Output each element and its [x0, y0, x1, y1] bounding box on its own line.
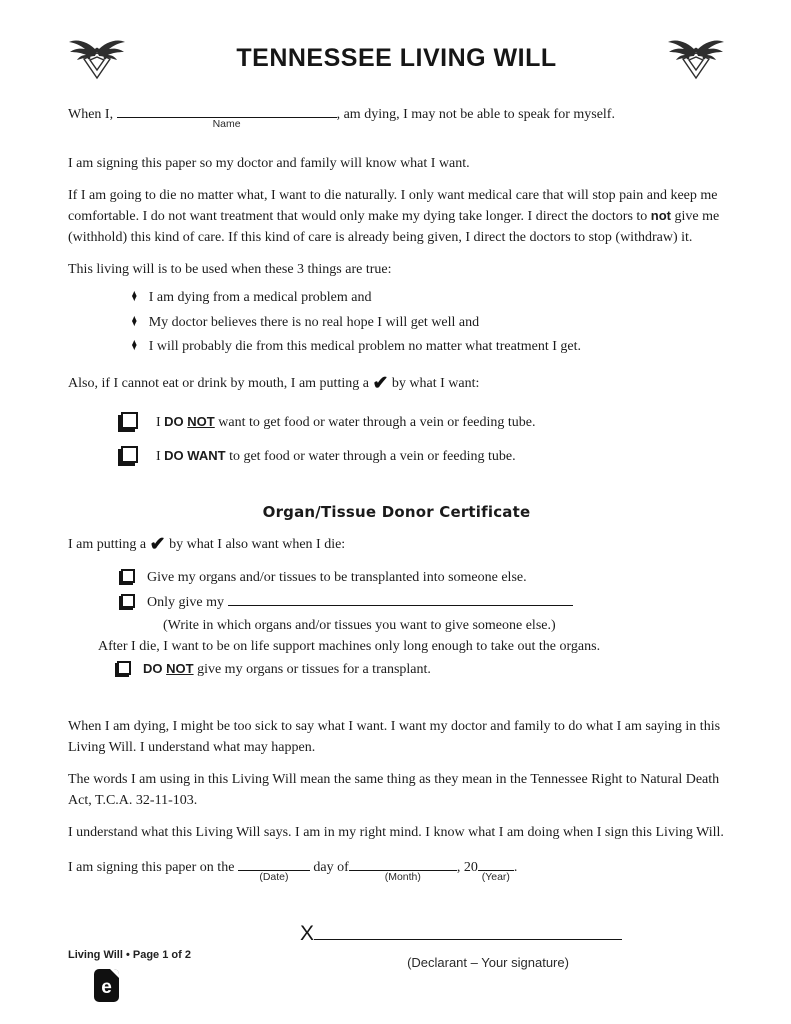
condition-item	[130, 309, 725, 334]
date-blank-label: (Date)	[259, 871, 289, 884]
eforms-logo	[94, 969, 119, 1002]
date-blank-line[interactable]	[238, 857, 310, 871]
feeding-option-text: I DO WANT to get food or water through a vein or feeding tube.	[156, 447, 516, 464]
organs-write-in-blank-line[interactable]	[228, 592, 573, 606]
month-blank-line[interactable]	[349, 857, 457, 871]
signing-text-b: day of	[313, 860, 349, 876]
donor-option-text: Only give my	[147, 592, 573, 613]
month-blank-wrap	[349, 857, 457, 884]
condition-item	[130, 284, 725, 309]
closing-paragraph-2: The words I am using in this Living Will mean the same thing as they mean in the Tennessee Right to Natural Death Act, T.C.A. 32-11-103.	[68, 772, 720, 809]
name-blank-wrap	[117, 104, 337, 130]
donor-life-support-note: After I die, I want to be on life support machines only long enough to take out the organs.	[98, 639, 601, 655]
signature-block	[300, 918, 725, 972]
condition-text: I am dying from a medical problem and	[148, 290, 372, 305]
declarant-signature-line[interactable]	[314, 923, 622, 940]
donor-option-give-all	[118, 567, 725, 588]
donor-option-text: DO NOT give my organs or tissues for a transplant.	[143, 661, 431, 678]
signing-text-a: I am signing this paper on the	[68, 860, 235, 876]
feeding-option-text: I DO NOT want to get food or water through a vein or feeding tube.	[156, 413, 536, 430]
declarant-signature-label: (Declarant – Your signature)	[407, 954, 569, 970]
diamond-bullet-icon: ♦	[131, 310, 138, 330]
name-blank-line[interactable]	[117, 104, 337, 118]
checkbox-icon[interactable]	[121, 569, 135, 583]
feeding-option-do-want	[118, 446, 725, 467]
die-naturally-text-b: give me (withhold) this kind of care. If this kind of care is already being given, I direct the doctors to stop (withdraw) it.	[68, 209, 720, 245]
feeding-check-intro	[68, 372, 725, 394]
checkbox-icon[interactable]	[121, 594, 135, 608]
signing-date-line	[68, 857, 725, 884]
die-naturally-text-a: If I am going to die no matter what, I want to die naturally. I only want medical care that will stop pain and keep me comfortable. I do not want treatment that would only make my dying take longer. I direct the doctors to	[68, 188, 718, 224]
donor-write-in-note: (Write in which organs and/or tissues you want to give someone else.)	[163, 618, 556, 634]
diamond-bullet-icon: ♦	[131, 335, 138, 355]
condition-text: My doctor believes there is no real hope I will get well and	[148, 314, 480, 330]
checkmark-icon: ✔	[149, 534, 166, 556]
signing-text-c: , 20	[456, 860, 478, 876]
intro-line	[68, 104, 725, 130]
donor-intro-text-a: I am putting a	[68, 537, 150, 553]
conditions-list	[130, 284, 725, 358]
checkbox-icon[interactable]	[121, 412, 138, 429]
signature-x-mark: X	[300, 922, 315, 946]
closing-paragraph-3: I understand what this Living Will says. I am in my right mind. I know what I am doing when I sign this Living Will.	[68, 825, 724, 841]
donor-intro-text-b: by what I also want when I die:	[165, 537, 346, 553]
diamond-bullet-icon: ♦	[131, 286, 138, 305]
date-blank-wrap	[238, 857, 310, 884]
check-intro-text-a: Also, if I cannot eat or drink by mouth, I am putting a	[68, 375, 373, 391]
page-title: TENNESSEE LIVING WILL	[236, 44, 557, 73]
checkbox-icon[interactable]	[121, 446, 138, 463]
eforms-logo-letter: e	[101, 976, 112, 998]
footer-page-indicator: Living Will • Page 1 of 2	[68, 948, 191, 961]
donor-option-do-not	[114, 659, 725, 680]
floral-v-ornament-icon	[667, 38, 725, 80]
name-blank-label: Name	[212, 118, 241, 130]
paragraph-three-things: This living will is to be used when these 3 things are true:	[68, 262, 392, 277]
intro-post-text: , am dying, I may not be able to speak for myself.	[336, 107, 615, 122]
year-blank-wrap	[478, 857, 514, 884]
donor-intro-line	[68, 533, 725, 555]
document-header	[68, 38, 725, 80]
condition-text: I will probably die from this medical problem no matter what treatment I get.	[148, 339, 582, 355]
check-intro-text-b: by what I want:	[388, 375, 480, 391]
donor-certificate-heading: Organ/Tissue Donor Certificate	[262, 502, 531, 521]
month-blank-label: (Month)	[384, 871, 421, 884]
die-naturally-bold-not: not	[650, 208, 672, 223]
intro-pre-text: When I,	[68, 107, 114, 122]
paragraph-signing: I am signing this paper so my doctor and family will know what I want.	[68, 156, 470, 171]
signing-text-period: .	[513, 860, 518, 876]
donor-option-only-give	[118, 592, 725, 613]
page-footer	[68, 947, 191, 1003]
year-blank-line[interactable]	[478, 857, 514, 871]
paragraph-die-naturally	[68, 185, 725, 248]
donor-option-text: Give my organs and/or tissues to be transplanted into someone else.	[147, 570, 527, 586]
feeding-option-do-not	[118, 412, 725, 433]
checkmark-icon: ✔	[372, 372, 389, 394]
checkbox-icon[interactable]	[117, 661, 131, 675]
year-blank-label: (Year)	[481, 871, 510, 884]
floral-v-ornament-icon	[68, 38, 126, 80]
condition-item	[130, 333, 725, 358]
closing-paragraph-1: When I am dying, I might be too sick to say what I want. I want my doctor and family to do what I am saying in this Living Will. I understand what may happen.	[68, 719, 721, 756]
